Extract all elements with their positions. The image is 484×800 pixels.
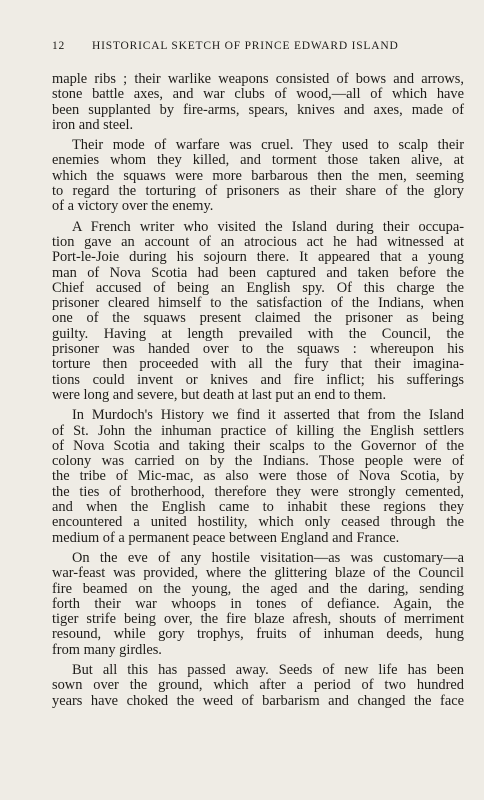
text-line: torture then proceeded with all the fury that their imagina- — [52, 356, 464, 373]
text-line: been supplanted by fire-arms, spears, knives and axes, made of — [52, 101, 464, 118]
text-line: But all this has passed away. Seeds of new life has been — [72, 661, 464, 678]
text-line: tiger strife being over, the fire blaze afresh, shouts of merriment — [52, 611, 464, 628]
text-line: fire beamed on the young, the aged and the daring, sending — [52, 580, 464, 597]
text-line: to regard the torturing of prisoners as their share of the glory — [52, 183, 464, 200]
text-line: the tribe of Mic-mac, as also were those of Nova Scotia, by — [52, 468, 464, 485]
text-line: from many girdles. — [52, 641, 162, 658]
text-line: prisoner cleared himself to the satisfaction of the Indians, when — [52, 295, 464, 312]
text-line: stone battle axes, and war clubs of wood,—all of which have — [52, 86, 464, 103]
text-line: man of Nova Scotia had been captured and taken before the — [52, 264, 464, 281]
text-line: In Murdoch's History we find it asserted that from the Island — [72, 407, 464, 424]
text-line: colony was carried on by the Indians. Those people were of — [52, 453, 464, 470]
text-line: of St. John the inhuman practice of killing the English settlers — [52, 422, 464, 439]
text-line: and when the English came to inhabit these regions they — [52, 499, 464, 516]
text-line: On the eve of any hostile visitation—as was customary—a — [72, 549, 464, 566]
text-line: iron and steel. — [52, 116, 134, 133]
running-head — [52, 40, 444, 56]
paragraph — [52, 663, 464, 709]
text-line: A French writer who visited the Island during their occupa- — [72, 218, 464, 235]
text-line: resound, while gory trophys, fruits of inhuman deeds, hung — [52, 626, 464, 643]
text-line: the ties of brotherhood, therefore they were strongly cemented, — [52, 483, 464, 500]
page-number: 12 — [52, 40, 66, 52]
paragraph — [52, 138, 464, 214]
text-line: which the squaws were more barbarous then the men, seeming — [52, 167, 464, 184]
paragraph — [52, 551, 464, 658]
text-line: medium of a permanent peace between England and France. — [52, 529, 400, 546]
text-line: years have choked the weed of barbarism and changed the face — [52, 692, 464, 709]
text-line: tions could invent or knives and fire inflict; his sufferings — [52, 371, 464, 388]
text-line: war-feast was provided, where the glittering blaze of the Council — [52, 565, 464, 582]
text-line: maple ribs ; their warlike weapons consisted of bows and arrows, — [52, 71, 464, 87]
paragraph — [52, 408, 464, 546]
text-line: Their mode of warfare was cruel. They used to scalp their — [72, 137, 464, 154]
text-line: encountered a united hostility, which only ceased through the — [52, 514, 464, 531]
text-line: tion gave an account of an atrocious act he had witnessed at — [52, 233, 464, 250]
text-line: forth their war whoops in tones of defiance. Again, the — [52, 595, 464, 612]
text-line: sown over the ground, which after a period of two hundred — [52, 677, 464, 694]
text-line: of Nova Scotia and taking their scalps to the Governor of the — [52, 437, 464, 454]
text-line: Chief accused of being an English spy. Of this charge the — [52, 279, 464, 296]
paragraph — [52, 72, 464, 133]
text-line: Port-le-Joie during his sojourn there. It appeared that a young — [52, 249, 464, 266]
text-line: were long and severe, but death at last put an end to them. — [52, 386, 387, 403]
running-head-title: HISTORICAL SKETCH OF PRINCE EDWARD ISLAND — [92, 40, 399, 52]
body-text — [52, 72, 464, 714]
text-line: one of the squaws present claimed the prisoner as being — [52, 310, 464, 327]
text-line: enemies whom they killed, and torment those taken alive, at — [52, 152, 464, 169]
text-line: guilty. Having at length prevailed with the Council, the — [52, 325, 464, 342]
text-line: prisoner was handed over to the squaws : whereupon his — [52, 341, 464, 358]
text-line: of a victory over the enemy. — [52, 198, 214, 215]
paragraph — [52, 220, 464, 404]
